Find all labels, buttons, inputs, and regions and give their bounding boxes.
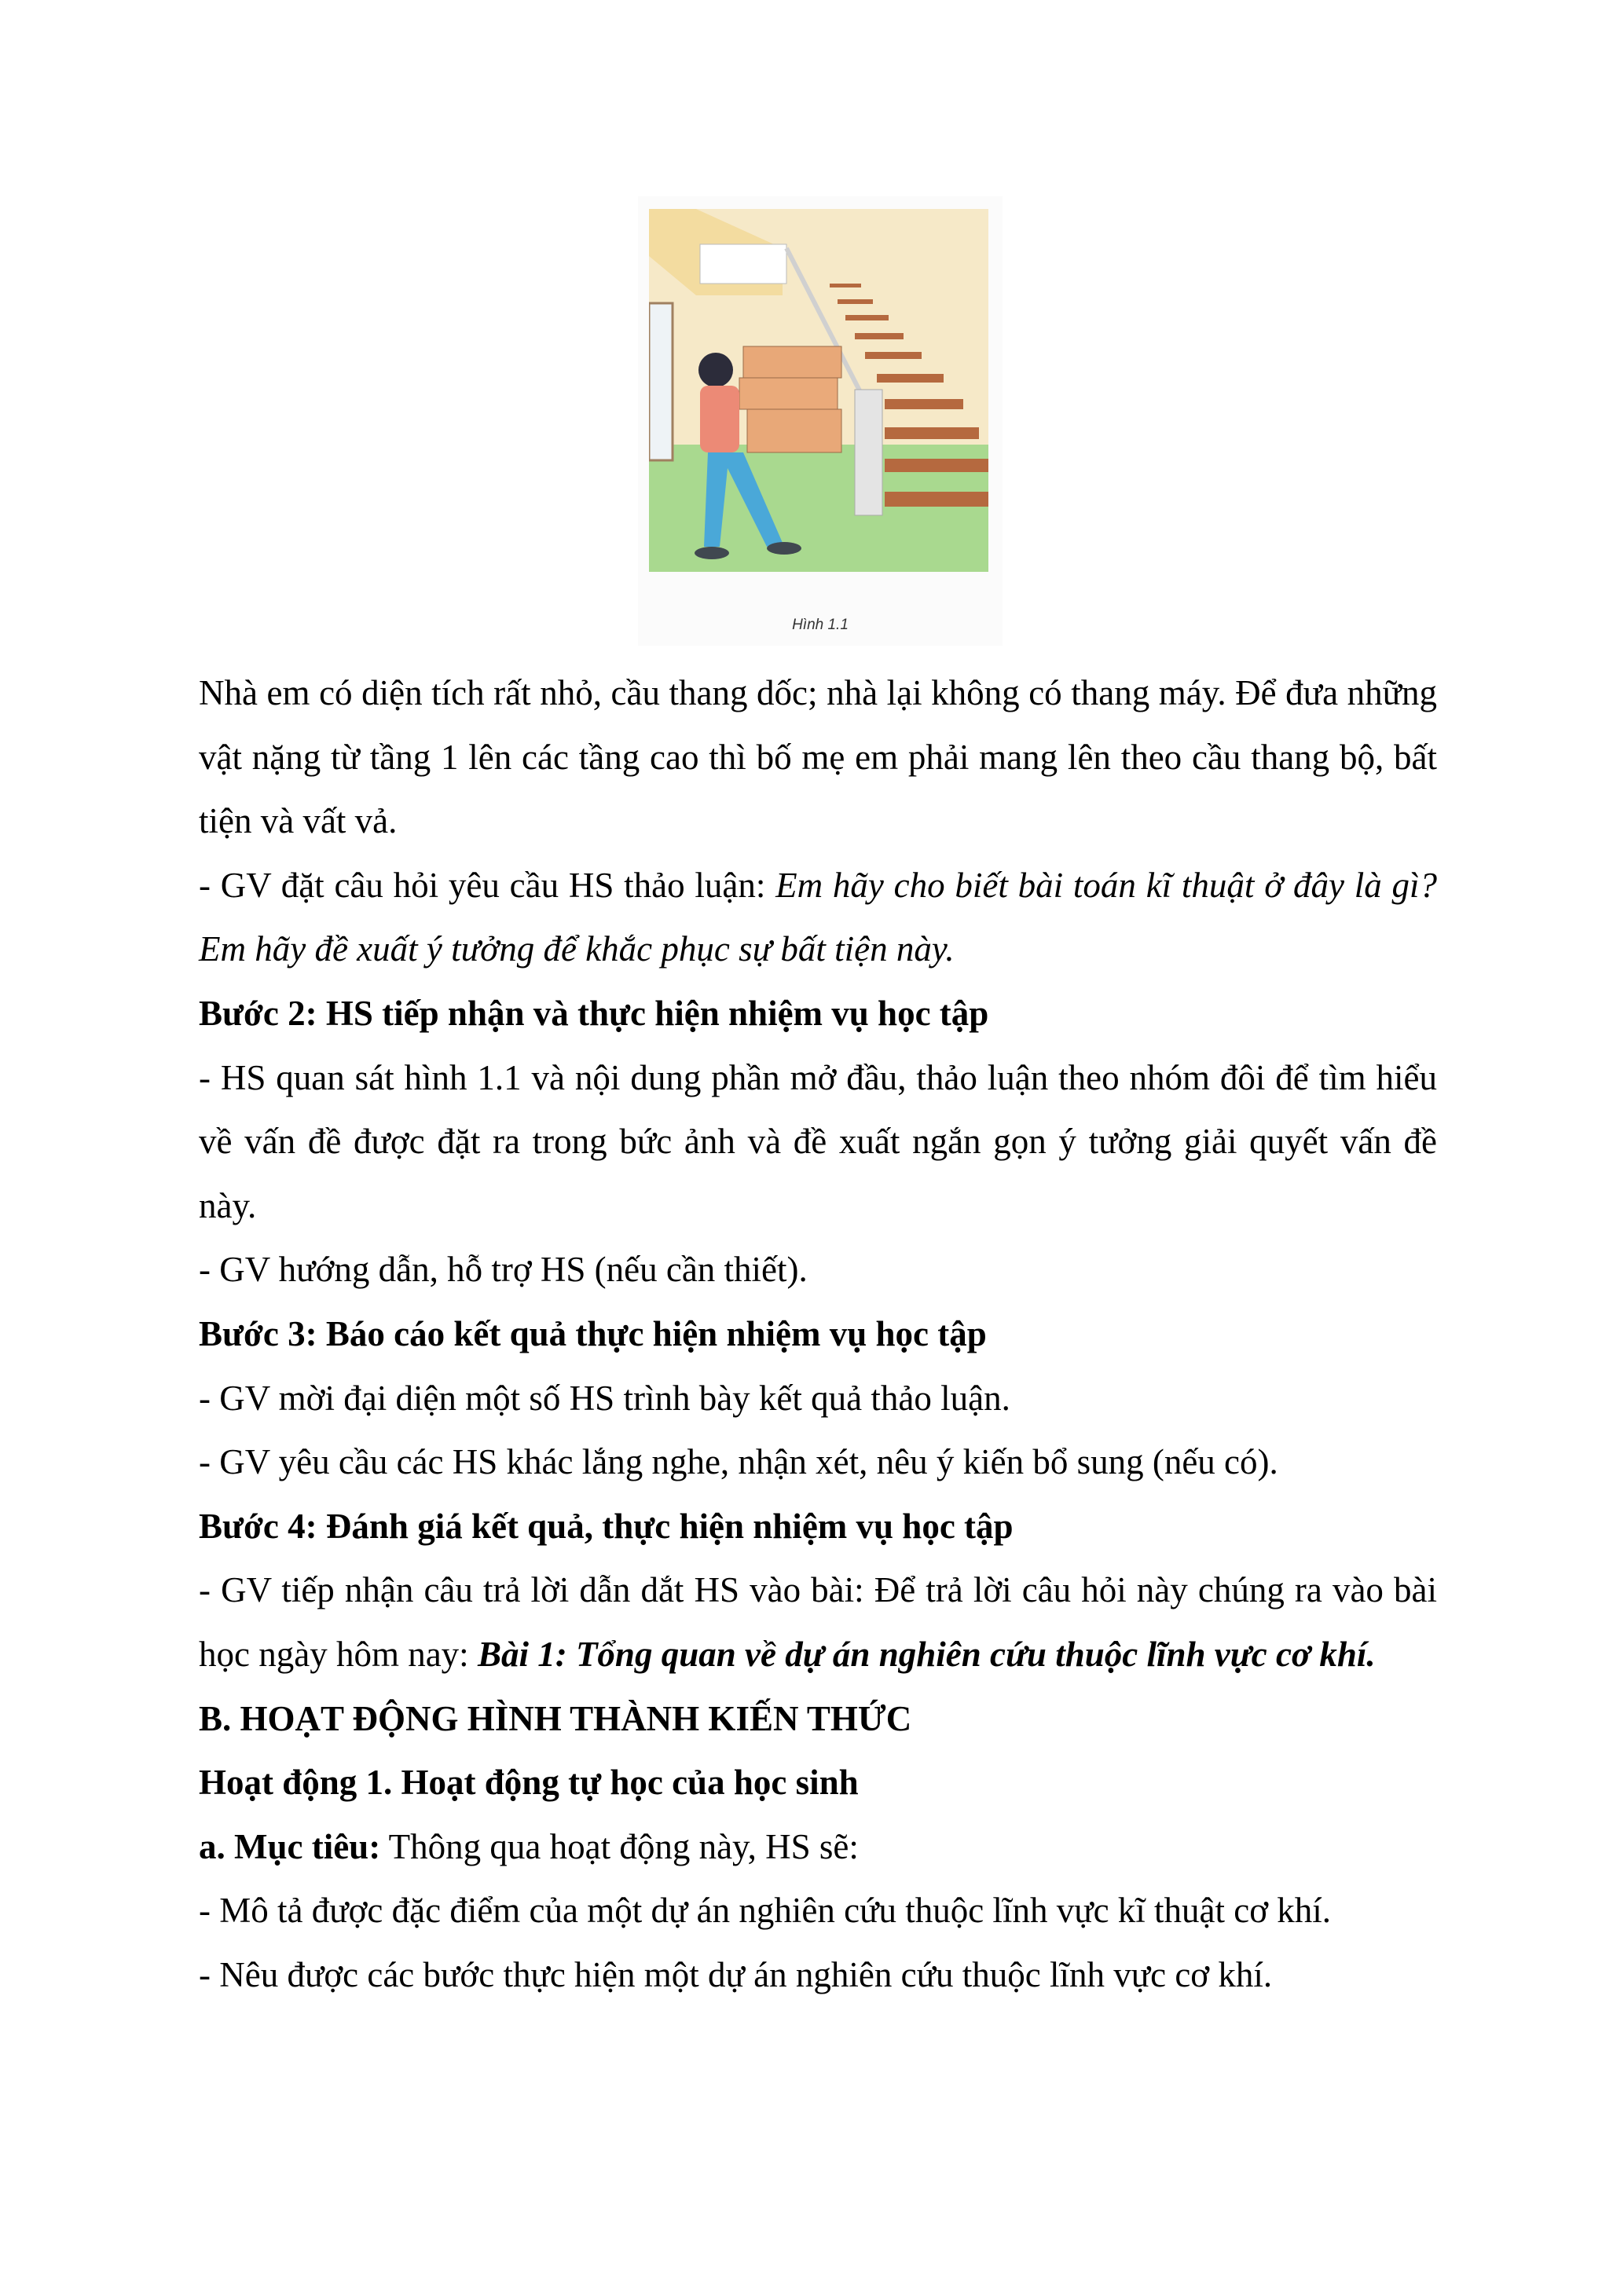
step-4-heading: Bước 4: Đánh giá kết quả, thực hiện nhiệm vụ học tập xyxy=(199,1506,1014,1546)
intro-paragraph: Nhà em có diện tích rất nhỏ, cầu thang dốc; nhà lại không có thang máy. Để đưa những vật nặng từ tầng 1 lên các tầng cao thì bố mẹ em phải mang lên theo cầu thang bộ, bất tiện và vất vả. xyxy=(199,673,1437,841)
figure-caption: Hình 1.1 xyxy=(792,617,849,633)
question-text: Em hãy cho biết bài toán kĩ thuật ở đây là gì? Em hãy đề xuất ý tưởng để khắc phục sự bất tiện này. xyxy=(199,865,1437,969)
step-2-heading: Bước 2: HS tiếp nhận và thực hiện nhiệm vụ học tập xyxy=(199,993,989,1033)
step-3-paragraph-1: - GV mời đại diện một số HS trình bày kết quả thảo luận. xyxy=(199,1378,1010,1418)
step-2-paragraph-2: - GV hướng dẫn, hỗ trợ HS (nếu cần thiết). xyxy=(199,1250,808,1290)
goal-label: a. Mục tiêu: xyxy=(199,1826,381,1866)
goal-item-2: - Nêu được các bước thực hiện một dự án nghiên cứu thuộc lĩnh vực cơ khí. xyxy=(199,1954,1273,1994)
goal-text: Thông qua hoạt động này, HS sẽ: xyxy=(380,1826,859,1866)
step-2-paragraph-1: - HS quan sát hình 1.1 và nội dung phần mở đầu, thảo luận theo nhóm đôi để tìm hiểu về vấn đề được đặt ra trong bức ảnh và đề xuất ngắn gọn ý tưởng giải quyết vấn đề này. xyxy=(199,1057,1437,1225)
activity-1-heading: Hoạt động 1. Hoạt động tự học của học sinh xyxy=(199,1763,859,1803)
section-b-heading: B. HOẠT ĐỘNG HÌNH THÀNH KIẾN THỨC xyxy=(199,1698,912,1738)
figure-1-1 xyxy=(638,196,1003,646)
document-body xyxy=(199,661,1437,2007)
question-lead: - GV đặt câu hỏi yêu cầu HS thảo luận: xyxy=(199,865,776,905)
step-3-heading: Bước 3: Báo cáo kết quả thực hiện nhiệm vụ học tập xyxy=(199,1313,987,1353)
step-4-paragraph xyxy=(199,1558,1437,1686)
goal-item-1: - Mô tả được đặc điểm của một dự án nghiên cứu thuộc lĩnh vực kĩ thuật cơ khí. xyxy=(199,1891,1332,1931)
lesson-title: Bài 1: Tổng quan về dự án nghiên cứu thuộc lĩnh vực cơ khí. xyxy=(477,1634,1376,1674)
step-3-paragraph-2: - GV yêu cầu các HS khác lắng nghe, nhận xét, nêu ý kiến bổ sung (nếu có). xyxy=(199,1442,1278,1482)
goal-paragraph xyxy=(199,1815,1437,1880)
stairs-illustration xyxy=(649,209,988,572)
teacher-question-paragraph xyxy=(199,854,1437,982)
step-4-lead: - GV tiếp nhận câu trả lời dẫn dắt HS vào bài: Để trả lời câu hỏi này chúng ra vào bài học ngày hôm nay: xyxy=(199,1570,1437,1674)
